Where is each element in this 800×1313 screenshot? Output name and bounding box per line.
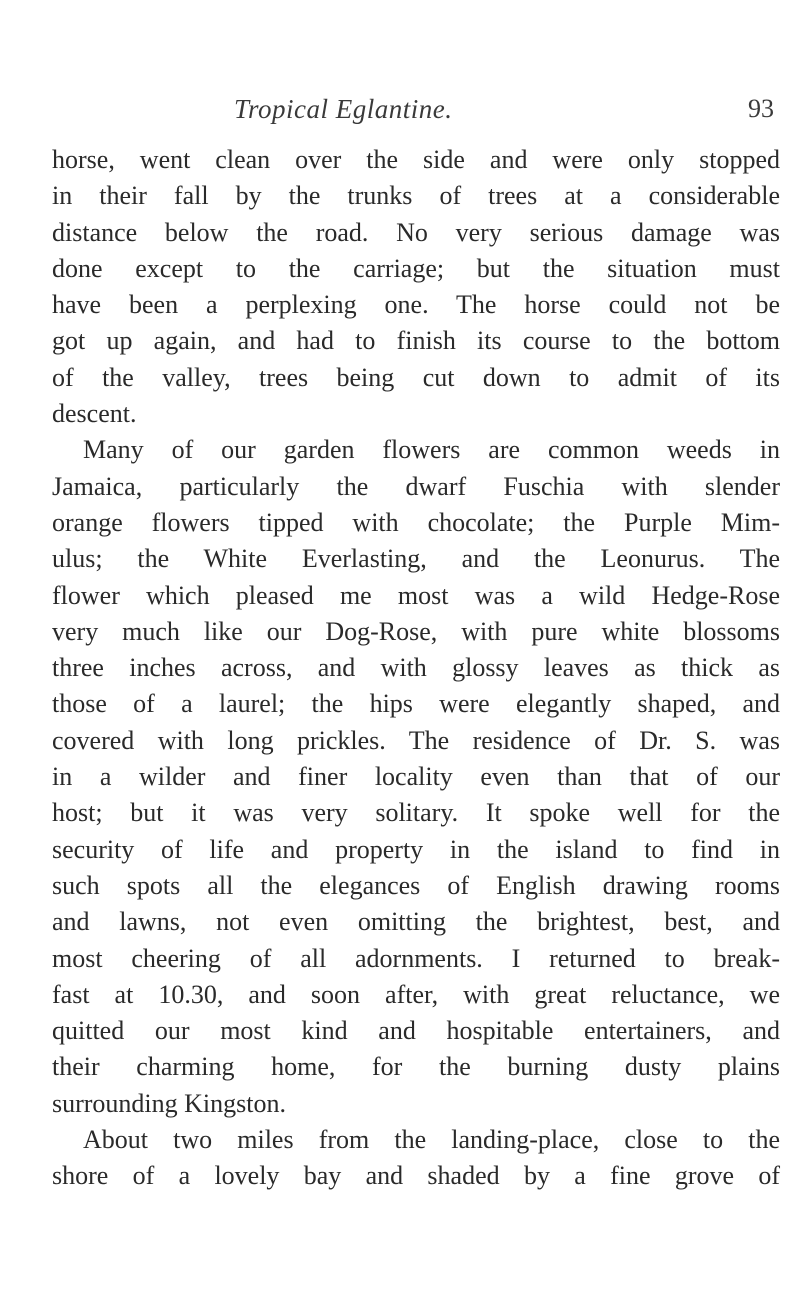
text-line: descent. bbox=[52, 399, 137, 429]
text-line: very much like our Dog-Rose, with pure white blossoms bbox=[52, 616, 780, 646]
text-line: quitted our most kind and hospitable entertainers, and bbox=[52, 1016, 780, 1046]
text-line: Jamaica, particularly the dwarf Fuschia with slender bbox=[52, 471, 780, 501]
text-line: horse, went clean over the side and were only stopped bbox=[52, 145, 780, 174]
text-line: three inches across, and with glossy leaves as thick as bbox=[52, 653, 780, 683]
text-line: Many of our garden flowers are common weeds in bbox=[83, 435, 780, 465]
text-line: flower which pleased me most was a wild Hedge-Rose bbox=[52, 580, 780, 610]
running-title: Tropical Eglantine. bbox=[234, 94, 453, 124]
text-line: ulus; the White Everlasting, and the Leonurus. The bbox=[52, 544, 780, 574]
text-line: distance below the road. No very serious damage was bbox=[52, 217, 780, 247]
text-line: those of a laurel; the hips were elegantly shaped, and bbox=[52, 689, 780, 719]
text-line: fast at 10.30, and soon after, with great reluctance, we bbox=[52, 979, 780, 1009]
text-line: got up again, and had to finish its course to the bottom bbox=[52, 326, 780, 356]
text-line: About two miles from the landing-place, close to the bbox=[83, 1125, 780, 1155]
text-line: host; but it was very solitary. It spoke well for the bbox=[52, 798, 780, 828]
text-line: security of life and property in the island to find in bbox=[52, 834, 780, 864]
text-line: orange flowers tipped with chocolate; the Purple Mim- bbox=[52, 507, 780, 537]
text-line: covered with long prickles. The residence of Dr. S. was bbox=[52, 725, 780, 755]
page-number: 93 bbox=[748, 94, 774, 123]
text-line: most cheering of all adornments. I returned to break- bbox=[52, 943, 780, 973]
text-line: done except to the carriage; but the situation must bbox=[52, 253, 780, 283]
text-line: their charming home, for the burning dusty plains bbox=[52, 1052, 780, 1082]
text-line: surrounding Kingston. bbox=[52, 1088, 286, 1118]
text-line: in their fall by the trunks of trees at a considerable bbox=[52, 181, 780, 211]
text-line: have been a perplexing one. The horse could not be bbox=[52, 290, 780, 320]
text-line: such spots all the elegances of English drawing rooms bbox=[52, 870, 780, 900]
text-line: shore of a lovely bay and shaded by a fine grove of bbox=[52, 1161, 780, 1191]
text-line: and lawns, not even omitting the brightest, best, and bbox=[52, 907, 780, 937]
running-head bbox=[138, 94, 778, 130]
body-text bbox=[52, 142, 780, 1195]
text-line: in a wilder and finer locality even than that of our bbox=[52, 762, 780, 792]
text-line: of the valley, trees being cut down to admit of its bbox=[52, 362, 780, 392]
